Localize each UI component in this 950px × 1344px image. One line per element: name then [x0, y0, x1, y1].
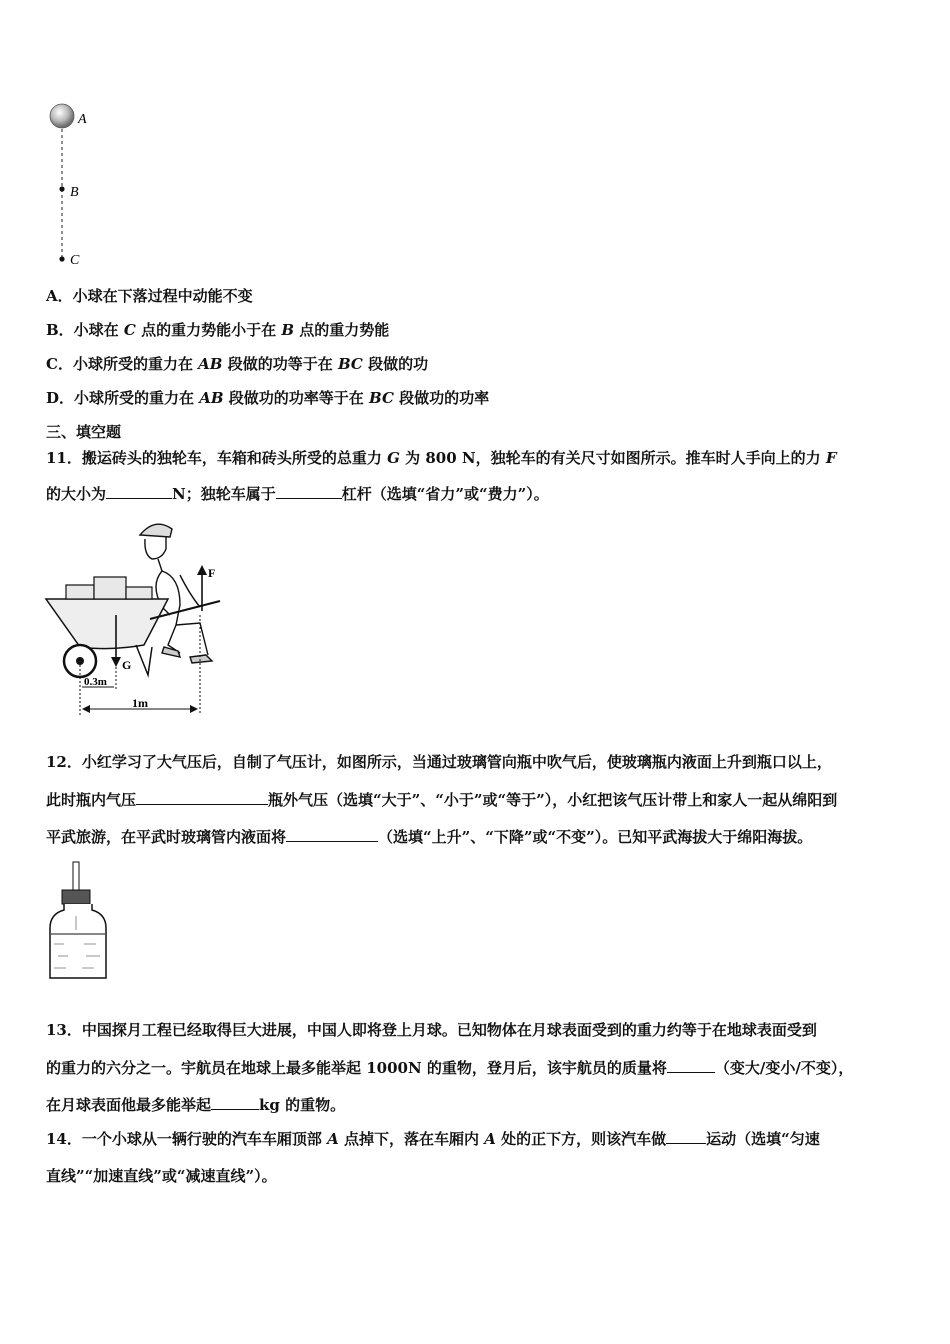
- q11-var-f: F: [825, 449, 837, 467]
- dim-long-arrow-right: [190, 705, 198, 713]
- q12-blank-1[interactable]: [136, 790, 268, 805]
- option-c-text: 段做的功等于在: [222, 355, 338, 373]
- dim-long-arrow-left: [82, 705, 90, 713]
- option-d-var: BC: [369, 389, 394, 407]
- q13-text: kg 的重物。: [259, 1096, 346, 1114]
- stopper: [62, 890, 90, 904]
- q14-blank-1[interactable]: [666, 1129, 706, 1144]
- option-b-var: B: [281, 321, 294, 339]
- q14-var-a: A: [484, 1130, 496, 1148]
- q11-text: 为 800 N，独轮车的有关尺寸如图所示。推车时人手向上的力: [399, 449, 826, 467]
- option-a-text: A．小球在下落过程中动能不变: [46, 287, 253, 305]
- dim-short-label: 0.3m: [84, 676, 107, 688]
- option-d-text: 段做功的功率: [393, 389, 490, 407]
- q11-line2: [46, 484, 549, 504]
- q12-line1: 12．小红学习了大气压后，自制了气压计，如图所示，当通过玻璃管向瓶中吹气后，使玻璃瓶内液面上升到瓶口以上，: [46, 753, 832, 771]
- q13-line1: 13．中国探月工程已经取得巨大进展，中国人即将登上月球。已知物体在月球表面受到的重力约等于在地球表面受到: [46, 1021, 817, 1039]
- q12-line2: [46, 790, 837, 810]
- q14-text: 14．一个小球从一辆行驶的汽车车厢顶部: [46, 1130, 328, 1148]
- label-b: B: [70, 185, 79, 200]
- q14-text: 处的正下方，则该汽车做: [495, 1130, 667, 1148]
- ball-fall-figure: [40, 95, 110, 270]
- option-c-var: BC: [337, 355, 363, 373]
- option-b: [46, 320, 389, 340]
- q11-blank-1[interactable]: [106, 484, 172, 499]
- q11-blank-2[interactable]: [276, 484, 342, 499]
- option-d-text: 段做功的功率等于在: [223, 389, 370, 407]
- option-c: [46, 354, 428, 374]
- option-a: [46, 286, 253, 306]
- option-c-text: 段做的功: [362, 355, 429, 373]
- option-d-var: AB: [199, 389, 224, 407]
- option-b-var: C: [123, 321, 136, 339]
- q13-line2: [46, 1058, 853, 1078]
- barrow-leg: [136, 645, 152, 675]
- force-f-label: F: [208, 566, 216, 580]
- option-c-text: C．小球所受的重力在: [46, 355, 199, 373]
- q12-text: 平武旅游，在平武时玻璃管内液面将: [46, 828, 287, 846]
- wheel-hub: [76, 657, 84, 665]
- option-b-text: 点的重力势能: [294, 321, 390, 339]
- q11-text: N；独轮车属于: [172, 485, 276, 503]
- q12-text: 瓶外气压（选填“大于”、“小于”或“等于”），小红把该气压计带上和家人一起从绵阳到: [268, 791, 838, 809]
- q13-blank-1[interactable]: [667, 1058, 715, 1073]
- q13-text: 在月球表面他最多能举起: [46, 1096, 212, 1114]
- dim-long-label: 1m: [132, 696, 148, 710]
- q14-line2: 直线”“加速直线”或“减速直线”）。: [46, 1167, 277, 1185]
- section-title: 三、填空题: [46, 423, 122, 441]
- bricks: [66, 577, 152, 599]
- barrow-tub: [46, 599, 168, 649]
- q14-line1: [46, 1129, 820, 1149]
- q11-text: 杠杆（选填“省力”或“费力”）。: [341, 485, 549, 503]
- bottle-body: [50, 904, 106, 978]
- q12-line3: [46, 827, 812, 847]
- q12-blank-2[interactable]: [286, 827, 378, 842]
- bottle-barometer-figure: [44, 860, 114, 985]
- option-d-text: D．小球所受的重力在: [46, 389, 200, 407]
- q12-text: 此时瓶内气压: [46, 791, 137, 809]
- wheelbarrow-figure: [40, 515, 240, 720]
- q13-blank-2[interactable]: [211, 1095, 259, 1110]
- q11-text: 11．搬运砖头的独轮车，车箱和砖头所受的总重力: [46, 449, 388, 467]
- force-g-arrowhead: [111, 657, 121, 667]
- q14-var-a: A: [327, 1130, 339, 1148]
- q11-line1: [46, 448, 837, 468]
- label-a: A: [78, 112, 87, 127]
- force-f-arrowhead: [197, 565, 207, 575]
- point-c: [59, 256, 64, 261]
- option-b-text: 点的重力势能小于在: [135, 321, 282, 339]
- q11-var-g: G: [387, 449, 400, 467]
- option-c-var: AB: [198, 355, 223, 373]
- point-b: [59, 186, 64, 191]
- q14-text: 运动（选填“匀速: [706, 1130, 820, 1148]
- force-g-label: G: [122, 658, 132, 672]
- q13-line3: [46, 1095, 345, 1115]
- option-b-text: B．小球在: [46, 321, 124, 339]
- q12-text: （选填“上升”、“下降”或“不变”）。已知平武海拔大于绵阳海拔。: [378, 828, 813, 846]
- q13-text: （变大/变小/不变），: [714, 1059, 854, 1077]
- q13-text: 的重力的六分之一。宇航员在地球上最多能举起 1000N 的重物，登月后，该宇航员的质量将: [46, 1059, 667, 1077]
- label-c: C: [70, 253, 80, 268]
- q14-text: 点掉下，落在车厢内: [338, 1130, 485, 1148]
- ball-a: [50, 104, 74, 128]
- option-d: [46, 388, 489, 408]
- q11-text: 的大小为: [46, 485, 107, 503]
